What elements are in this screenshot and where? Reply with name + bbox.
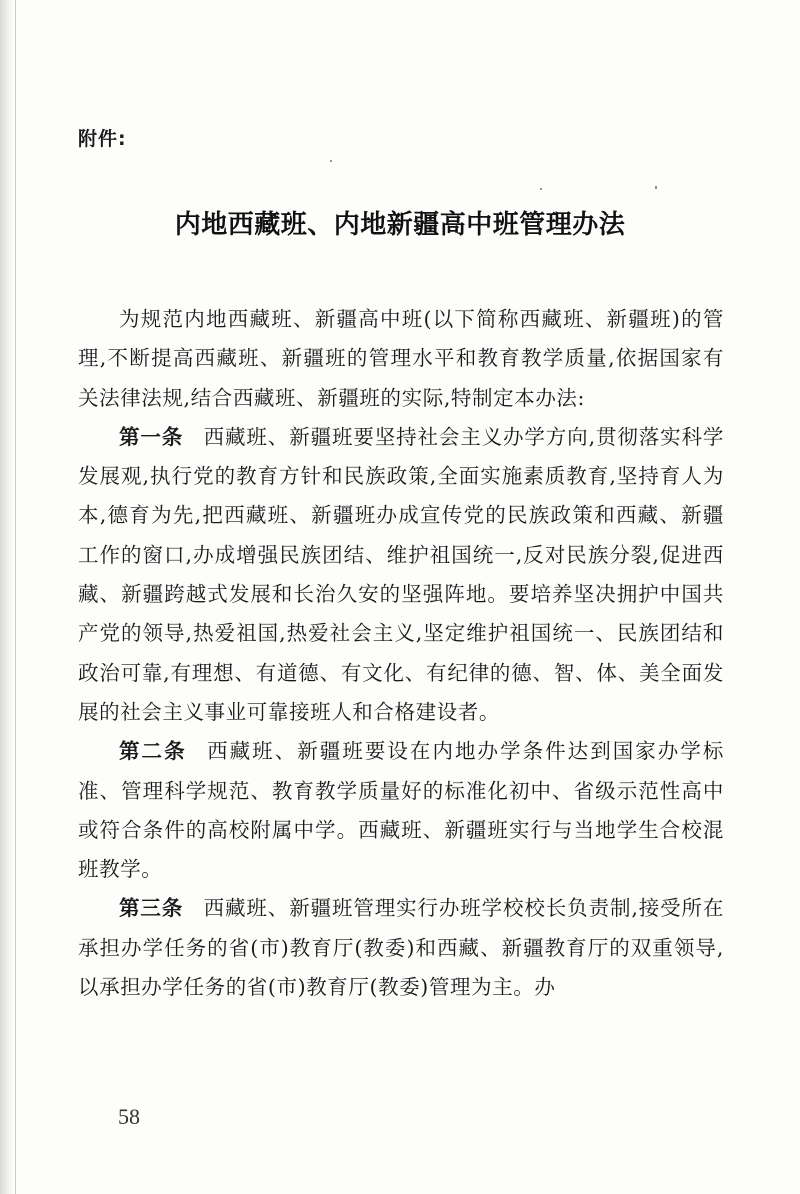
article-1-heading: 第一条 (119, 424, 184, 449)
article-3-paragraph (78, 889, 724, 1007)
intro-paragraph (78, 300, 724, 418)
article-1-text: 西藏班、新疆班要坚持社会主义办学方向,贯彻落实科学发展观,执行党的教育方针和民族政策,全面实施素质教育,坚持育人为本,德育为先,把西藏班、新疆班办成宣传党的民族政策和西藏、新疆工作的窗口,办成增强民族团结、维护祖国统一,反对民族分裂,促进西藏、新疆跨越式发展和长治久安的坚强阵地。要培养坚决拥护中国共产党的领导,热爱祖国,热爱社会主义,坚定维护祖国统一、民族团结和政治可靠,有理想、有道德、有文化、有纪律的德、智、体、美全面发展的社会主义事业可靠接班人和合格建设者。 (78, 424, 724, 724)
article-3-text: 西藏班、新疆班管理实行办班学校校长负责制,接受所在承担办学任务的省(市)教育厅(教委)和西藏、新疆教育厅的双重领导,以承担办学任务的省(市)教育厅(教委)管理为主。办 (78, 896, 724, 1000)
article-2-heading: 第二条 (119, 739, 187, 764)
page-number: 58 (118, 1104, 140, 1129)
scan-speck (330, 160, 332, 162)
attachment-label: 附件: (78, 128, 127, 150)
article-2-text: 西藏班、新疆班要设在内地办学条件达到国家办学标准、管理科学规范、教育教学质量好的标准化初中、省级示范性高中或符合条件的高校附属中学。西藏班、新疆班实行与当地学生合校混班教学。 (78, 739, 724, 882)
scan-fold-line (15, 0, 16, 1194)
intro-text: 为规范内地西藏班、新疆高中班(以下简称西藏班、新疆班)的管理,不断提高西藏班、新疆班的管理水平和教育教学质量,依据国家有关法律法规,结合西藏班、新疆班的实际,特制定本办法: (78, 307, 724, 410)
document-body (78, 300, 724, 1007)
document-title: 内地西藏班、内地新疆高中班管理办法 (174, 210, 626, 240)
scan-shadow-edge (0, 0, 14, 1194)
scan-speck (655, 186, 657, 189)
article-2-paragraph (78, 732, 724, 889)
article-1-paragraph (78, 418, 724, 732)
article-3-heading: 第三条 (119, 896, 184, 921)
scan-speck (540, 188, 542, 190)
